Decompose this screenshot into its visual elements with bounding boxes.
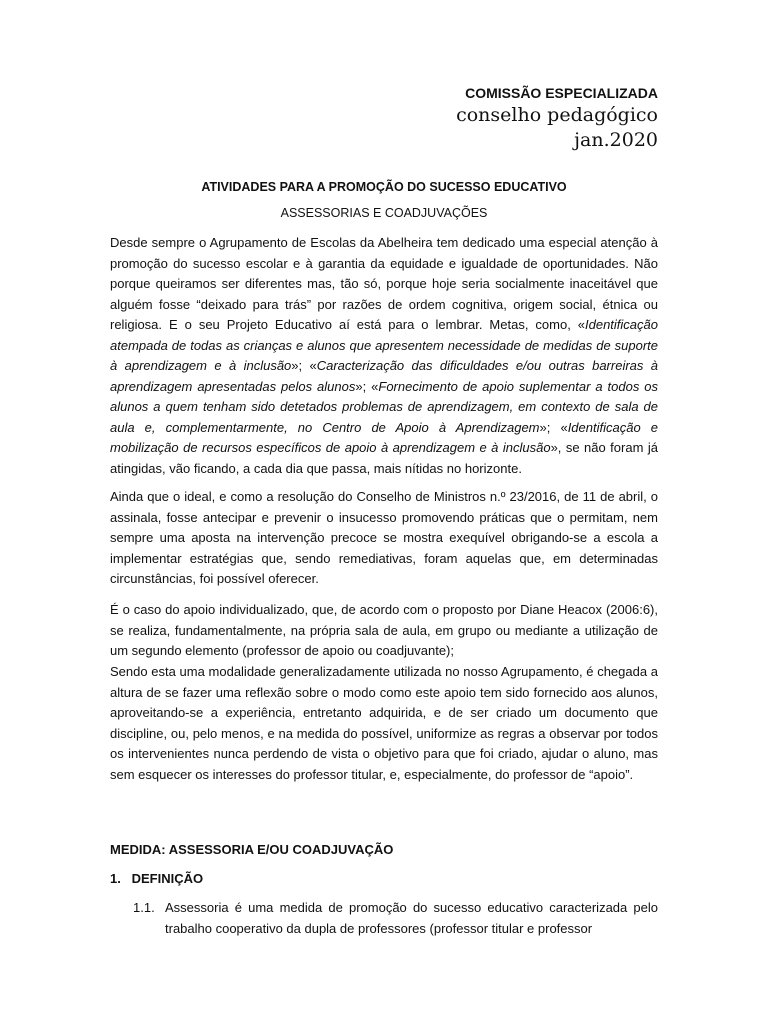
p1-sep-2: »; « xyxy=(355,378,379,394)
subitem-number: 1.1. xyxy=(133,900,155,915)
list-subitem xyxy=(133,898,658,939)
item-label: DEFINIÇÃO xyxy=(131,871,204,886)
p1-text-start: Desde sempre o Agrupamento de Escolas da Abelheira tem dedicado uma especial atenção à promoção do sucesso escolar e à garantia da equidade e igualdade de oportunidades. Não porque queiramos ser diferentes mas, tão só, porque hoje seria socialmente inaceitável que alguém fosse “deixado para trás” por razões de ordem cognitiva, origem social, étnica ou religiosa. E o seu Projeto Educativo aí está para o lembrar. Metas, como, « xyxy=(110,235,658,332)
p3-text: É o caso do apoio individualizado, que, de acordo com o proposto por Diane Heacox (2006:6), se realiza, fundamentalmente, na própria sala de aula, em grupo ou mediante a utilização de um segundo elemento (professor de apoio ou coadjuvante); xyxy=(110,602,658,658)
header-date: jan.2020 xyxy=(574,129,658,151)
item-number: 1. xyxy=(110,871,121,886)
p1-sep-3: »; « xyxy=(539,419,568,435)
p1-quote-3: Fornecimento de apoio suplementar a todos os alunos a quem tenham sido detetados problemas de aprendizagem, em contexto de sala de aula e, complementarmente, no Centro de Apoio à Aprendizagem xyxy=(110,378,659,435)
paragraph-intro xyxy=(110,233,658,479)
document-title: ATIVIDADES PARA A PROMOÇÃO DO SUCESSO EDUCATIVO xyxy=(201,180,567,194)
header-organization: COMISSÃO ESPECIALIZADA xyxy=(465,85,658,101)
p1-quote-2: Caracterização das dificuldades e/ou outras barreiras à aprendizagem apresentadas pelos alunos xyxy=(110,358,658,394)
header-council: conselho pedagógico xyxy=(456,104,658,126)
paragraph-individual-support xyxy=(110,600,658,662)
p1-quote-1: Identificação atempada de todas as crianças e alunos que apresentem necessidade de medidas de suporte à aprendizagem e à inclusão xyxy=(110,317,658,373)
p4-text: Sendo esta uma modalidade generalizadamente utilizada no nosso Agrupamento, é chegada a altura de se fazer uma reflexão sobre o modo como este apoio tem sido fornecido aos alunos, aproveitando-se a experiência, entretanto adquirida, e de ser criado um documento que discipline, ou, pelo menos, e na medida do possível, uniformize as regras a observar por todos os intervenientes nunca perdendo de vista o objetivo para que foi criado, ajudar o aluno, mas sem esquecer os interesses do professor titular, e, especialmente, do professor de “apoio”. xyxy=(110,664,658,782)
document-subtitle: ASSESSORIAS E COADJUVAÇÕES xyxy=(280,206,488,220)
list-item-definition xyxy=(110,871,203,886)
subitem-text: Assessoria é uma medida de promoção do sucesso educativo caracterizada pelo trabalho cooperativo da dupla de professores (professor titular e professor xyxy=(165,900,658,936)
p1-quote-4: Identificação e mobilização de recursos específicos de apoio à aprendizagem e à inclusão xyxy=(110,419,658,455)
p2-text: Ainda que o ideal, e como a resolução do Conselho de Ministros n.º 23/2016, de 11 de abril, o assinala, fosse antecipar e prevenir o insucesso promovendo práticas que o permitam, nem sempre uma aposta na intervenção precoce se mostra exequível obrigando-se a escola a implementar estratégias que, sendo remediativas, foram aquelas que, em determinadas circunstâncias, foi possível oferecer. xyxy=(110,489,658,586)
p1-text-end: », se não foram já atingidas, vão ficando, a cada dia que passa, mais nítidas no horizonte. xyxy=(110,440,658,476)
section-title: MEDIDA: ASSESSORIA E/OU COADJUVAÇÃO xyxy=(110,842,394,857)
p1-sep-1: »; « xyxy=(291,358,317,373)
paragraph-resolution xyxy=(110,487,658,590)
paragraph-reflection xyxy=(110,662,658,785)
